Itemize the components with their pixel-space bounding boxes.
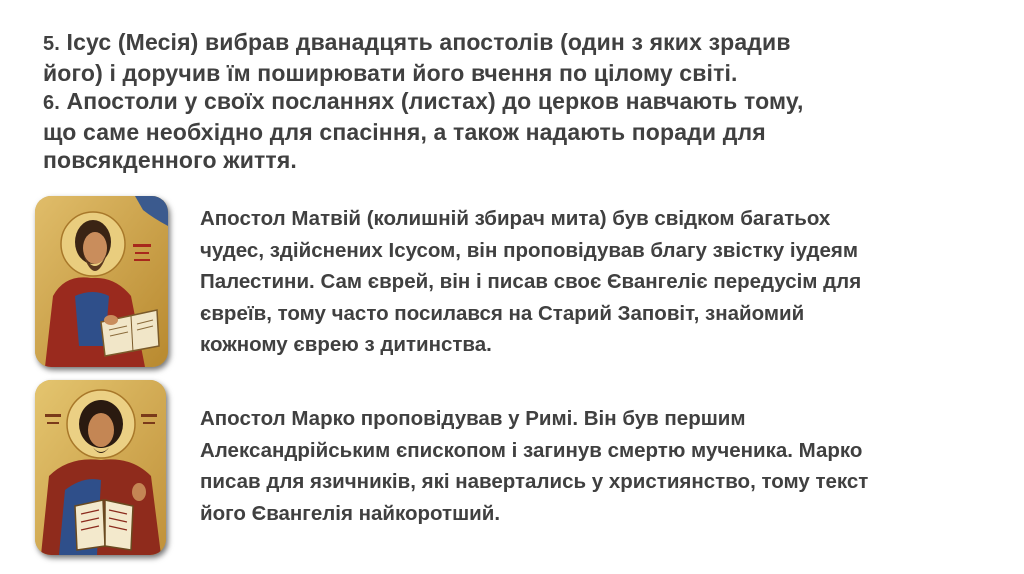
apostle-matthew-paragraph bbox=[200, 203, 1010, 361]
apostle-matthew-icon bbox=[35, 196, 168, 367]
intro-item-5 bbox=[43, 28, 1003, 87]
item-number: 5. bbox=[43, 33, 60, 55]
paragraph-line: Апостол Марко проповідував у Римі. Він був першим bbox=[200, 407, 746, 430]
intro-item-6 bbox=[43, 87, 1003, 175]
item-number: 6. bbox=[43, 92, 60, 114]
paragraph-line: його Євангелія найкоротший. bbox=[200, 501, 501, 525]
intro-line: повсякденного життя. bbox=[43, 147, 297, 173]
paragraph-line: Палестини. Сам єврей, він і писав своє Євангеліє передусім для bbox=[200, 270, 862, 293]
paragraph-line: євреїв, тому часто посилався на Старий Заповіт, знайомий bbox=[200, 301, 805, 325]
paragraph-line: писав для язичників, які навертались у християнство, тому текст bbox=[200, 470, 869, 493]
intro-text bbox=[43, 28, 1003, 175]
paragraph-line: чудес, здійснених Ісусом, він проповідував благу звістку іудеям bbox=[200, 238, 859, 262]
paragraph-line: кожному єврею з дитинства. bbox=[200, 333, 492, 356]
intro-line: Ісус (Месія) вибрав дванадцять апостолів (один з яких зрадив bbox=[59, 29, 791, 55]
paragraph-line: Апостол Матвій (колишній збирач мита) був свідком багатьох bbox=[200, 207, 831, 230]
apostle-mark-paragraph bbox=[200, 403, 1010, 529]
intro-line: Апостоли у своїх посланнях (листах) до церков навчають тому, bbox=[59, 88, 804, 114]
intro-line: що саме необхідно для спасіння, а також надають поради для bbox=[43, 118, 766, 145]
apostle-mark-icon bbox=[35, 380, 166, 555]
paragraph-line: Александрійським єпископом і загинув смертю мученика. Марко bbox=[200, 438, 863, 462]
intro-line: його) і доручив їм поширювати його вчення по цілому світі. bbox=[43, 59, 738, 86]
